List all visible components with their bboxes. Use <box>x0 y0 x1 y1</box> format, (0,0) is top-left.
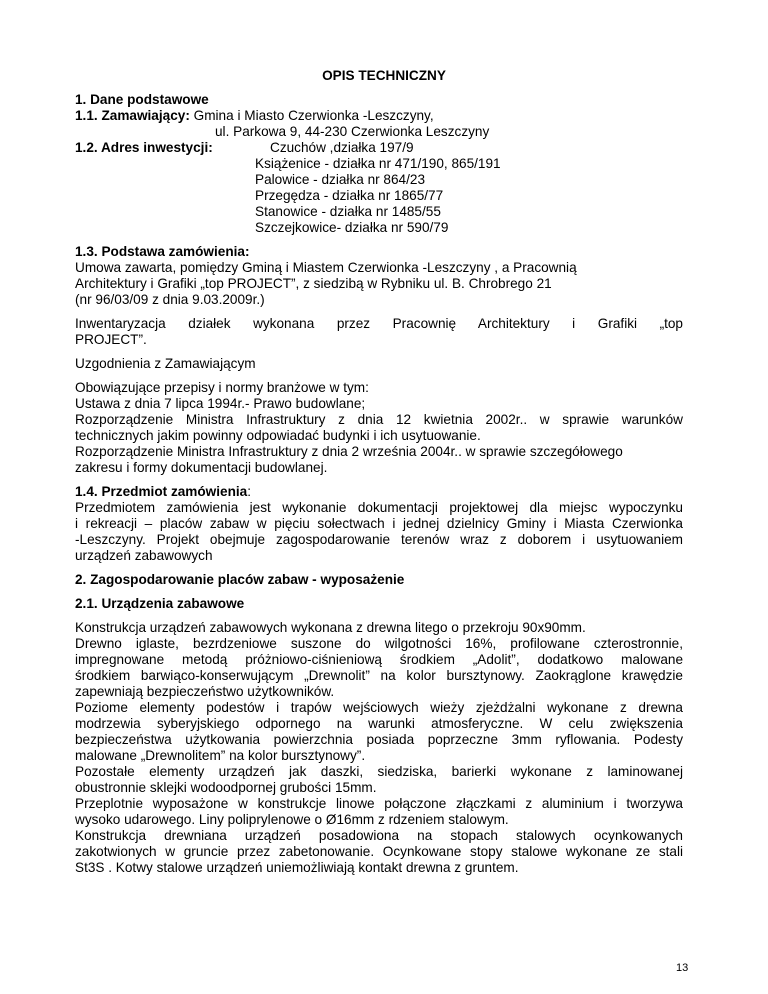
zamawiajacy-row <box>75 108 434 124</box>
inwentaryzacja-line: Inwentaryzacja działek wykonana przez Pracownię Architektury i Grafiki „top <box>75 316 683 331</box>
paragraph-line: Przedmiotem zamówienia jest wykonanie dokumentacji projektowej dla miejsc wypoczynku <box>75 500 683 515</box>
paragraph-line: Drewno iglaste, bezrdzeniowe suszone do wilgotności 16%, profilowane czterostronnie, <box>75 636 683 651</box>
paragraph-line: zakotwionych w gruncie przez zabetonowanie. Ocynkowane stopy stalowe wykonane ze stali <box>75 844 683 859</box>
paragraph-line: bezpieczeństwa użytkowania powierzchnia posiada poprzeczne 3mm ryflowania. Podesty <box>75 732 683 747</box>
section-2-heading: 2. Zagospodarowanie placów zabaw - wyposażenie <box>75 572 405 587</box>
paragraph-line: -Leszczyny. Projekt obejmuje zagospodarowanie terenów wraz z doborem i usytuowaniem <box>75 532 683 547</box>
adres-item: Przegędza - działka nr 1865/77 <box>255 188 444 203</box>
przepisy-line: Ustawa z dnia 7 lipca 1994r.- Prawo budowlane; <box>75 396 366 411</box>
przepisy-line: technicznych jakim powinny odpowiadać budynki i ich usytuowanie. <box>75 428 481 443</box>
adres-item: Książenice - działka nr 471/190, 865/191 <box>255 156 501 171</box>
paragraph-line: Poziome elementy podestów i trapów wejściowych wieży zjeżdżalni wykonane z drewna <box>75 700 683 715</box>
paragraph-line: Architektury i Grafiki „top PROJECT”, z siedzibą w Rybniku ul. B. Chrobrego 21 <box>75 276 552 291</box>
przepisy-line: Rozporządzenie Ministra Infrastruktury z dnia 2 września 2004r.. w sprawie szczegółowego <box>75 444 623 459</box>
adres-label: 1.2. Adres inwestycji: <box>75 140 213 155</box>
page-number: 13 <box>676 962 689 974</box>
przepisy-line: Rozporządzenie Ministra Infrastruktury z dnia 12 kwietnia 2002r.. w sprawie warunków <box>75 412 683 427</box>
heading-colon: : <box>247 484 252 499</box>
section-2-1-heading: 2.1. Urządzenia zabawowe <box>75 596 245 611</box>
adres-item: Czuchów ,działka 197/9 <box>270 140 414 155</box>
uzgodnienia-line: Uzgodnienia z Zamawiającym <box>75 356 256 371</box>
zamawiajacy-value: Gmina i Miasto Czerwionka -Leszczyny, <box>193 108 434 123</box>
paragraph-line: środkiem barwiąco-konserwującym „Drewnolit” na kolor bursztynowy. Zaokrąglone krawędzie <box>75 668 683 683</box>
paragraph-line: Umowa zawarta, pomiędzy Gminą i Miastem Czerwionka -Leszczyny , a Pracownią <box>75 260 577 275</box>
section-1-3-heading: 1.3. Podstawa zamówienia: <box>75 244 250 259</box>
adres-item: Stanowice - działka nr 1485/55 <box>255 204 441 219</box>
paragraph-line: Konstrukcja urządzeń zabawowych wykonana z drewna litego o przekroju 90x90mm. <box>75 620 586 635</box>
inwentaryzacja-line: PROJECT”. <box>75 332 147 347</box>
paragraph-line: St3S . Kotwy stalowe urządzeń uniemożliwiają kontakt drewna z gruntem. <box>75 860 519 875</box>
paragraph-line: Przeplotnie wyposażone w konstrukcje linowe połączone złączkami z aluminium i tworzywa <box>75 796 683 811</box>
paragraph-line: obustronnie sklejki wodoodpornej grubości 15mm. <box>75 780 377 795</box>
paragraph-line: zapewniają bezpieczeństwo użytkowników. <box>75 684 335 699</box>
paragraph-line: wysoko udarowego. Liny poliprylenowe o Ø16mm z rdzeniem stalowym. <box>75 812 509 827</box>
paragraph-line: malowane „Drewnolitem” na kolor bursztynowy”. <box>75 748 366 763</box>
document-title: OPIS TECHNICZNY <box>322 68 446 83</box>
section-1-4-heading: 1.4. Przedmiot zamówienia <box>75 484 248 499</box>
paragraph-line: Konstrukcja drewniana urządzeń posadowiona na stopach stalowych ocynkowanych <box>75 828 683 843</box>
zamawiajacy-label: 1.1. Zamawiający: <box>75 108 190 123</box>
paragraph-line: modrzewia syberyjskiego odpornego na warunki atmosferyczne. W celu zwiększenia <box>75 716 683 731</box>
paragraph-line: urządzeń zabawowych <box>75 548 213 563</box>
paragraph-line: Pozostałe elementy urządzeń jak daszki, siedziska, barierki wykonane z laminowanej <box>75 764 683 779</box>
paragraph-line: (nr 96/03/09 z dnia 9.03.2009r.) <box>75 292 265 307</box>
adres-item: Szczejkowice- działka nr 590/79 <box>255 220 449 235</box>
section-1-heading: 1. Dane podstawowe <box>75 92 209 107</box>
zamawiajacy-address: ul. Parkowa 9, 44-230 Czerwionka Leszczyny <box>215 124 490 139</box>
przepisy-line: zakresu i formy dokumentacji budowlanej. <box>75 460 328 475</box>
adres-item: Palowice - działka nr 864/23 <box>255 172 426 187</box>
paragraph-line: impregnowane metodą próżniowo-ciśnieniową środkiem „Adolit”, dodatkowo malowane <box>75 652 683 667</box>
przepisy-line: Obowiązujące przepisy i normy branżowe w tym: <box>75 380 369 395</box>
paragraph-line: i rekreacji – placów zabaw w pięciu sołectwach i jednej dzielnicy Gminy i Miasta Czerwionka <box>75 516 683 531</box>
section-1-4-heading-row <box>75 484 251 500</box>
